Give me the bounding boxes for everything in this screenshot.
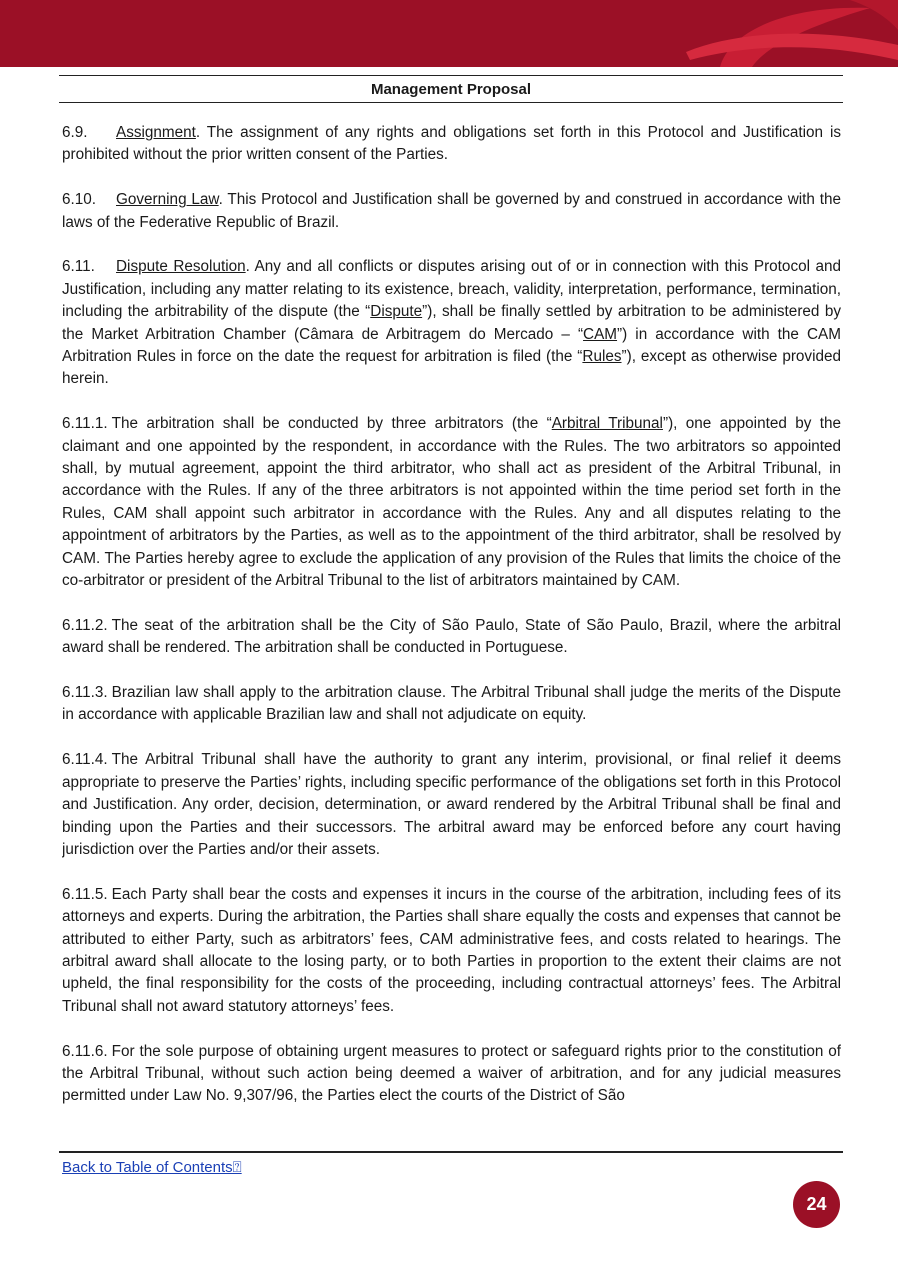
section-text: ”), shall be finally settled by arbitration to be administered by the Market Arbitration Chamber (Câmara de Arbitragem do Mercado – “ xyxy=(62,303,841,343)
section-text: Each Party shall bear the costs and expenses it incurs in the course of the arbitration, including fees of its attorneys and experts. During the arbitration, the Parties shall share equally the costs and expenses that cannot be attributed to either Party, such as arbitrators’ fees, CAM administrative fees, and costs related to hearings. The arbitral award shall allocate to the losing party, or to both Parties in proportion to the extent their claims are not upheld, the final responsibility for the costs of the proceeding, including contractual attorneys’ fees. The Arbitral Tribunal shall not award statutory attorneys’ fees. xyxy=(62,885,841,1015)
section-6-11-4 xyxy=(62,749,841,861)
header-rule-top xyxy=(59,75,843,76)
section-number: 6.11. xyxy=(62,258,95,276)
section-text: . The assignment of any rights and obligations set forth in this Protocol and Justification is prohibited without the prior written consent of the Parties. xyxy=(62,124,841,164)
section-number: 6.11.2. xyxy=(62,616,108,634)
header-rule-bottom xyxy=(59,102,843,103)
section-number: 6.9. xyxy=(62,124,88,141)
section-title: Dispute Resolution xyxy=(116,258,246,276)
defined-term-rules: Rules xyxy=(582,348,622,366)
document-body xyxy=(62,122,841,1150)
back-to-toc-link[interactable]: Back to Table of Contents⍰ xyxy=(62,1159,242,1176)
section-6-11 xyxy=(62,256,841,390)
section-text: ”), except as otherwise provided herein. xyxy=(62,348,841,388)
section-6-11-1 xyxy=(62,413,841,592)
section-text: . Any and all conflicts or disputes arising out of or in connection with this Protocol and Justification, including any matter relating to its existence, breach, validity, interpretation, performance, termination, including the arbitrability of the dispute (the “ xyxy=(62,258,841,321)
defined-term-arbitral-tribunal: Arbitral Tribunal xyxy=(551,415,663,433)
section-text: ”), one appointed by the claimant and one appointed by the respondent, in accordance with the Rules. The two arbitrators so appointed shall, by mutual agreement, appoint the third arbitrator, who shall act as president of the Arbitral Tribunal, in accordance with the Rules. If any of the three arbitrators is not appointed within the time period set forth in the Rules, CAM shall appoint such arbitrator in accordance with the Rules. Any and all disputes relating to the appointment of arbitrators by the Parties, as well as to the appointment of the third arbitrator, shall be resolved by CAM. The Parties hereby agree to exclude the application of any provision of the Rules that limits the choice of the co-arbitrator or president of the Arbitral Tribunal to the list of arbitrators maintained by CAM. xyxy=(62,415,841,590)
section-text: ”) in accordance with the CAM Arbitration Rules in force on the date the request for arbitration is filed (the “ xyxy=(62,325,841,366)
section-text: . This Protocol and Justification shall be governed by and construed in accordance with the laws of the Federative Republic of Brazil. xyxy=(62,191,841,231)
section-number: 6.11.1. xyxy=(62,415,108,433)
section-title: Governing Law xyxy=(116,191,219,209)
defined-term-dispute: Dispute xyxy=(370,303,423,321)
section-6-11-3 xyxy=(62,682,841,727)
section-6-11-2 xyxy=(62,615,841,660)
brand-swoosh-icon xyxy=(0,0,898,67)
section-number: 6.11.4. xyxy=(62,751,108,769)
page-number-badge: 24 xyxy=(793,1181,840,1228)
section-6-11-5 xyxy=(62,884,841,1018)
defined-term-cam: CAM xyxy=(583,325,618,343)
section-number: 6.11.3. xyxy=(62,684,108,702)
section-6-11-6 xyxy=(62,1041,841,1108)
footer-rule xyxy=(59,1151,843,1153)
section-text: Brazilian law shall apply to the arbitration clause. The Arbitral Tribunal shall judge the merits of the Dispute in accordance with applicable Brazilian law and shall not adjudicate on equity. xyxy=(62,684,841,724)
section-6-9 xyxy=(62,122,841,167)
section-6-10 xyxy=(62,189,841,234)
section-title: Assignment xyxy=(116,124,196,141)
header-band xyxy=(0,0,898,67)
section-text: The arbitration shall be conducted by three arbitrators (the “ xyxy=(111,415,552,433)
page-title: Management Proposal xyxy=(370,81,532,98)
section-number: 6.11.5. xyxy=(62,885,108,903)
section-number: 6.11.6. xyxy=(62,1042,108,1060)
section-text: For the sole purpose of obtaining urgent measures to protect or safeguard rights prior to the constitution of the Arbitral Tribunal, without such action being deemed a waiver of arbitration, and for any judicial measures permitted under Law No. 9,307/96, the Parties elect the courts of the District of São xyxy=(62,1042,841,1105)
section-number: 6.10. xyxy=(62,191,97,209)
section-text: The Arbitral Tribunal shall have the authority to grant any interim, provisional, or final relief it deems appropriate to preserve the Parties’ rights, including specific performance of the obligations set forth in this Protocol and Justification. Any order, decision, determination, or award rendered by the Arbitral Tribunal shall be final and binding upon the Parties and their successors. The arbitral award may be enforced before any court having jurisdiction over the Parties and/or their assets. xyxy=(62,751,841,858)
section-text: The seat of the arbitration shall be the City of São Paulo, State of São Paulo, Brazil, where the arbitral award shall be rendered. The arbitration shall be conducted in Portuguese. xyxy=(62,616,841,657)
